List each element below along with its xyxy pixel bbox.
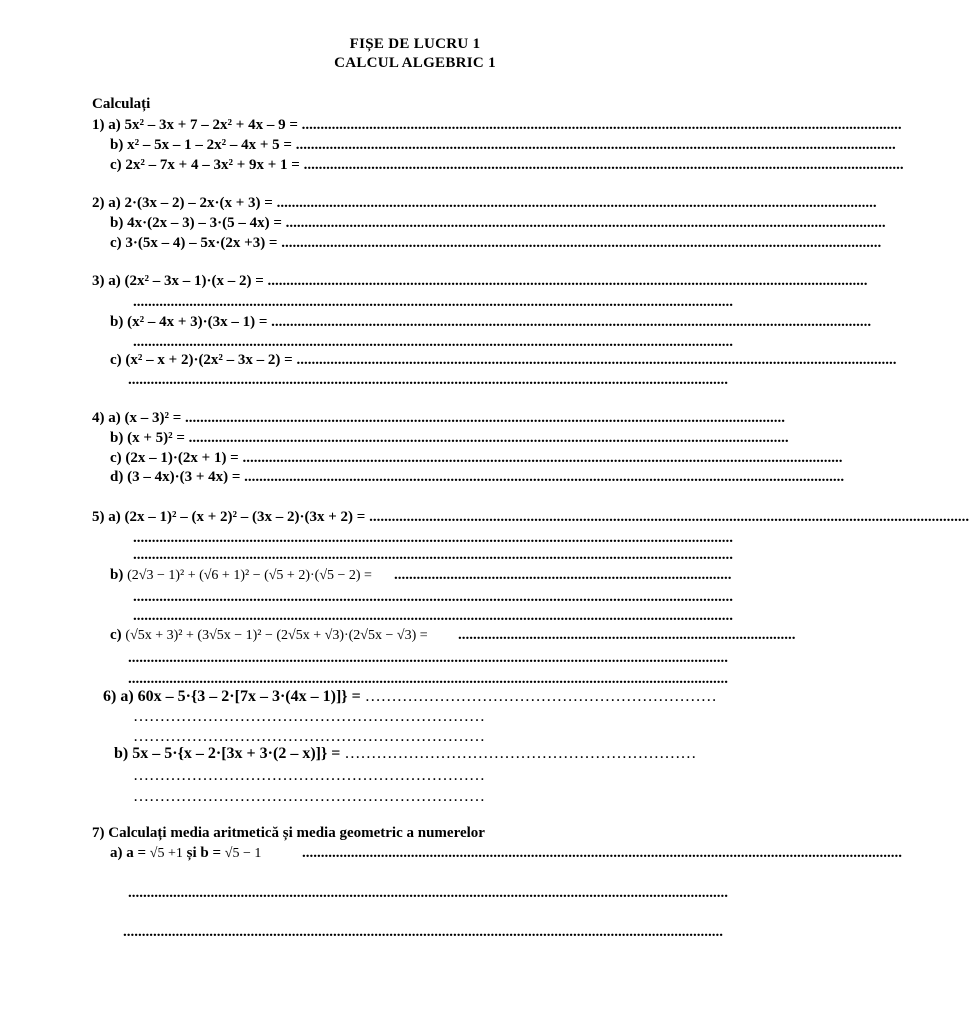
exercise-5b — [110, 565, 430, 585]
answer-line: ................................................................................................................................................................ — [133, 589, 733, 605]
exercise-6a-text: 6) a) 60x – 5·{3 – 2·[7x – 3·(4x – 1)]} = — [103, 688, 365, 705]
answer-line: .......................................................................................... — [458, 627, 796, 643]
exercise-1c-text: c) 2x² – 7x + 4 – 3x² + 9x + 1 = — [110, 157, 304, 173]
answer-dots: ................................................................................................................................................................ — [185, 410, 786, 426]
answer-line: ................................................................................................................................................................ — [128, 372, 728, 388]
exercise-4d — [110, 467, 845, 487]
answer-dots: ................................................................................................................................................................ — [281, 235, 882, 251]
exercise-7a-label: a) a = — [110, 845, 147, 861]
answer-line: ………………………………………………………… — [133, 767, 485, 784]
exercise-4b-text: b) (x + 5)² = — [110, 430, 189, 446]
exercise-3b-text: b) (x² – 4x + 3)·(3x – 1) = — [110, 314, 272, 330]
exercise-2c — [110, 233, 882, 253]
exercise-7a-mid: și b = — [186, 845, 222, 861]
exercise-7: 7) Calculați media aritmetică și media geometric a numerelor — [92, 825, 485, 841]
answer-line: ………………………………………………………… — [133, 708, 485, 725]
exercise-3c-text: c) (x² – x + 2)·(2x² – 3x – 2) = — [110, 352, 297, 368]
exercise-5c-label: c) — [110, 627, 122, 643]
exercise-5a-text: 5) a) (2x – 1)² – (x + 2)² – (3x – 2)·(3x + 2) = — [92, 509, 370, 525]
exercise-2a-text: 2) a) 2·(3x – 2) – 2x·(x + 3) = — [92, 195, 277, 211]
exercise-5b-label: b) — [110, 567, 124, 583]
exercise-1b — [110, 135, 896, 155]
exercise-4c-text: c) (2x – 1)·(2x + 1) = — [110, 450, 243, 466]
exercise-3a — [92, 271, 868, 291]
exercise-5c-expression: (√5x + 3)² + (3√5x − 1)² − (2√5x + √3)·(2√5x − √3) = — [125, 628, 428, 643]
exercise-4b — [110, 428, 789, 448]
exercise-5a — [92, 507, 969, 527]
exercise-2b — [110, 213, 886, 233]
answer-dots: ................................................................................................................................................................ — [188, 430, 789, 446]
answer-dots: ................................................................................................................................................................ — [369, 509, 969, 525]
answer-line: ................................................................................................................................................................ — [133, 294, 733, 310]
answer-line: ................................................................................................................................................................ — [133, 334, 733, 350]
answer-line: ................................................................................................................................................................ — [128, 885, 728, 901]
exercise-1b-text: b) x² – 5x – 1 – 2x² – 4x + 5 = — [110, 137, 296, 153]
exercise-2a — [92, 193, 877, 213]
exercise-1a — [92, 115, 902, 135]
exercise-4d-text: d) (3 – 4x)·(3 + 4x) = — [110, 469, 245, 485]
instruction-heading: Calculați — [92, 96, 151, 112]
exercise-6a — [103, 687, 717, 707]
answer-dots: ................................................................................................................................................................ — [242, 450, 843, 466]
answer-dots: ................................................................................................................................................................ — [295, 137, 896, 153]
answer-dots: ................................................................................................................................................................ — [267, 273, 868, 289]
value-b: √5 − 1 — [224, 846, 262, 861]
answer-dots: ................................................................................................................................................................ — [296, 352, 897, 368]
answer-line: ................................................................................................................................................................ — [302, 845, 902, 861]
answer-dots: ................................................................................................................................................................ — [301, 117, 902, 133]
answer-line: ................................................................................................................................................................ — [128, 671, 728, 687]
exercise-3a-text: 3) a) (2x² – 3x – 1)·(x – 2) = — [92, 273, 268, 289]
answer-line: ………………………………………………………… — [133, 788, 485, 805]
exercise-2c-text: c) 3·(5x – 4) – 5x·(2x +3) = — [110, 235, 282, 251]
exercise-3c — [110, 350, 897, 370]
answer-line: ................................................................................................................................................................ — [123, 924, 723, 940]
exercise-1c — [110, 155, 904, 175]
exercise-4a — [92, 408, 786, 428]
worksheet-title: FIȘE DE LUCRU 1 — [349, 36, 481, 52]
exercise-5b-expression: (2√3 − 1)² + (√6 + 1)² − (√5 + 2)·(√5 − 2) = — [127, 568, 372, 583]
exercise-5c — [110, 625, 460, 645]
exercise-1a-text: 1) a) 5x² – 3x + 7 – 2x² + 4x – 9 = — [92, 117, 302, 133]
exercise-4a-text: 4) a) (x – 3)² = — [92, 410, 186, 426]
exercise-6b-text: b) 5x – 5·{x – 2·[3x + 3·(2 – x)]} = — [114, 745, 345, 762]
answer-line: ................................................................................................................................................................ — [133, 608, 733, 624]
exercise-2b-text: b) 4x·(2x – 3) – 3·(5 – 4x) = — [110, 215, 286, 231]
answer-dots: ................................................................................................................................................................ — [244, 469, 845, 485]
answer-line: ................................................................................................................................................................ — [128, 650, 728, 666]
answer-dots: ................................................................................................................................................................ — [303, 157, 904, 173]
answer-line: ………………………………………………………… — [133, 728, 485, 745]
answer-dots: ………………………………………………………… — [344, 745, 697, 762]
exercise-4c — [110, 448, 843, 468]
exercise-7a — [110, 843, 310, 863]
exercise-6b — [114, 744, 697, 764]
answer-line: ................................................................................................................................................................ — [133, 547, 733, 563]
value-a: √5 +1 — [149, 846, 183, 861]
answer-line: ................................................................................................................................................................ — [133, 530, 733, 546]
answer-line: .......................................................................................... — [394, 567, 732, 583]
exercise-3b — [110, 312, 872, 332]
worksheet-subtitle: CALCUL ALGEBRIC 1 — [334, 55, 496, 71]
answer-dots: ................................................................................................................................................................ — [271, 314, 872, 330]
answer-dots: ………………………………………………………… — [364, 688, 717, 705]
answer-dots: ................................................................................................................................................................ — [285, 215, 886, 231]
answer-dots: ................................................................................................................................................................ — [276, 195, 877, 211]
